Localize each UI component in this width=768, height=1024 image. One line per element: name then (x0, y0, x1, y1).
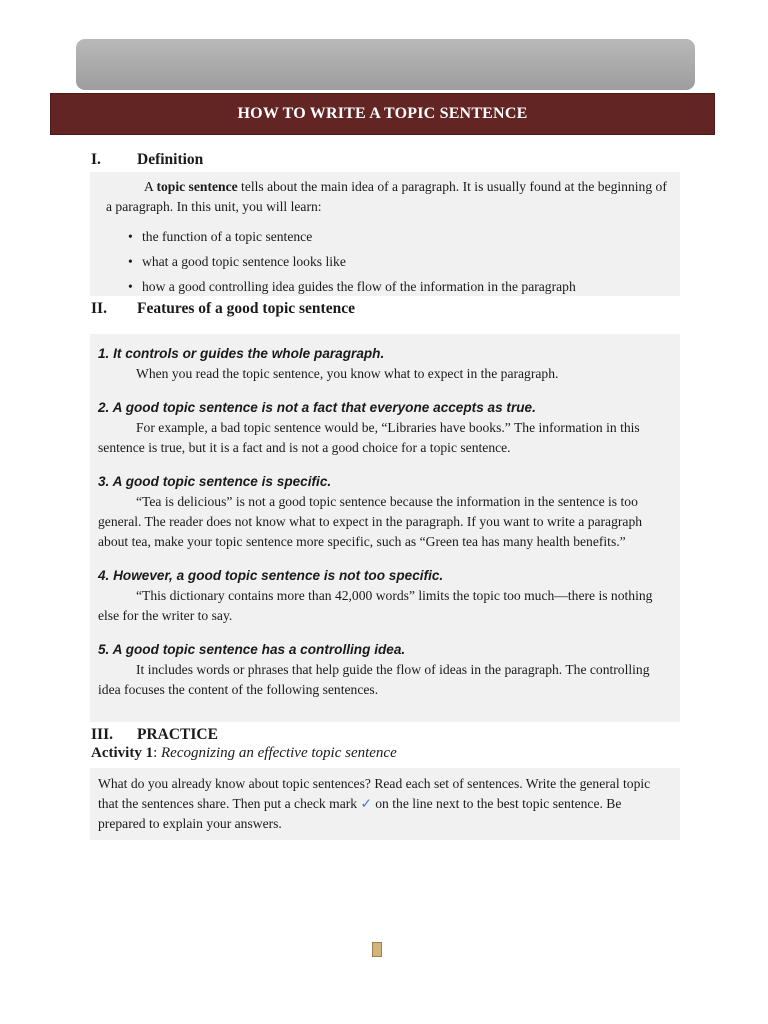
feature-title: 3. A good topic sentence is specific. (98, 474, 332, 489)
feature-text: When you read the topic sentence, you know what to expect in the paragraph. (136, 366, 559, 381)
feature-title: 4. However, a good topic sentence is not too specific. (98, 568, 444, 583)
list-item: • what a good topic sentence looks like (106, 249, 672, 274)
section-3-title: PRACTICE (137, 726, 218, 743)
feature-title: 2. A good topic sentence is not a fact that everyone accepts as true. (98, 400, 536, 415)
feature-title: 1. It controls or guides the whole paragraph. (98, 346, 385, 361)
section-2-number: II. (91, 300, 107, 317)
feature-item (98, 472, 668, 552)
topic-sentence-term: topic sentence (156, 179, 238, 194)
section-1-title: Definition (137, 151, 204, 168)
list-item: • how a good controlling idea guides the flow of the information in the paragraph (106, 274, 672, 299)
section-2-title: Features of a good topic sentence (137, 300, 355, 317)
feature-item (98, 566, 668, 626)
section-3-heading (91, 726, 218, 744)
page-title: HOW TO WRITE A TOPIC SENTENCE (50, 93, 715, 135)
feature-item (98, 344, 668, 384)
definition-paragraph: A topic sentence tells about the main idea of a paragraph. It is usually found at the beginning of a paragraph. In this unit, you will learn: (106, 179, 667, 214)
activity-title: Recognizing an effective topic sentence (161, 745, 397, 761)
instructions-text: What do you already know about topic sentences? Read each set of sentences. Write the general topic that the sentences share. Then put a check mark ✓ on the line next to the best topic sentence. Be prepared to explain your answers. (98, 776, 651, 831)
learning-list (106, 224, 672, 299)
section-2-heading (91, 300, 355, 318)
feature-text: “Tea is delicious” is not a good topic sentence because the information in the sentence is too general. The reader does not know what to expect in the paragraph. If you want to write a paragraph about tea, make your topic sentence more specific, such as “Green tea has many health benefits.” (98, 494, 643, 549)
page-marker-icon (372, 942, 382, 957)
header-banner (76, 39, 695, 90)
feature-text: “This dictionary contains more than 42,000 words” limits the topic too much—there is nothing else for the writer to say. (98, 588, 653, 623)
section-3-number: III. (91, 726, 113, 743)
feature-text: It includes words or phrases that help guide the flow of ideas in the paragraph. The controlling idea focuses the content of the following sentences. (98, 662, 650, 697)
feature-text: For example, a bad topic sentence would be, “Libraries have books.” The information in this sentence is true, but it is a fact and is not a good choice for a topic sentence. (98, 420, 640, 455)
definition-panel (90, 172, 680, 296)
feature-title: 5. A good topic sentence has a controlling idea. (98, 642, 406, 657)
section-1-number: I. (91, 151, 101, 168)
activity-label: Activity 1 (91, 745, 154, 761)
list-item: • the function of a topic sentence (106, 224, 672, 249)
feature-item (98, 398, 668, 458)
check-mark-icon: ✓ (360, 796, 372, 812)
page-number-mark (372, 942, 404, 962)
activity-heading: Activity 1: Recognizing an effective topic sentence (91, 745, 397, 761)
section-1-heading (91, 151, 203, 169)
features-panel (90, 334, 680, 722)
instructions-panel (90, 768, 680, 840)
feature-item (98, 640, 668, 700)
